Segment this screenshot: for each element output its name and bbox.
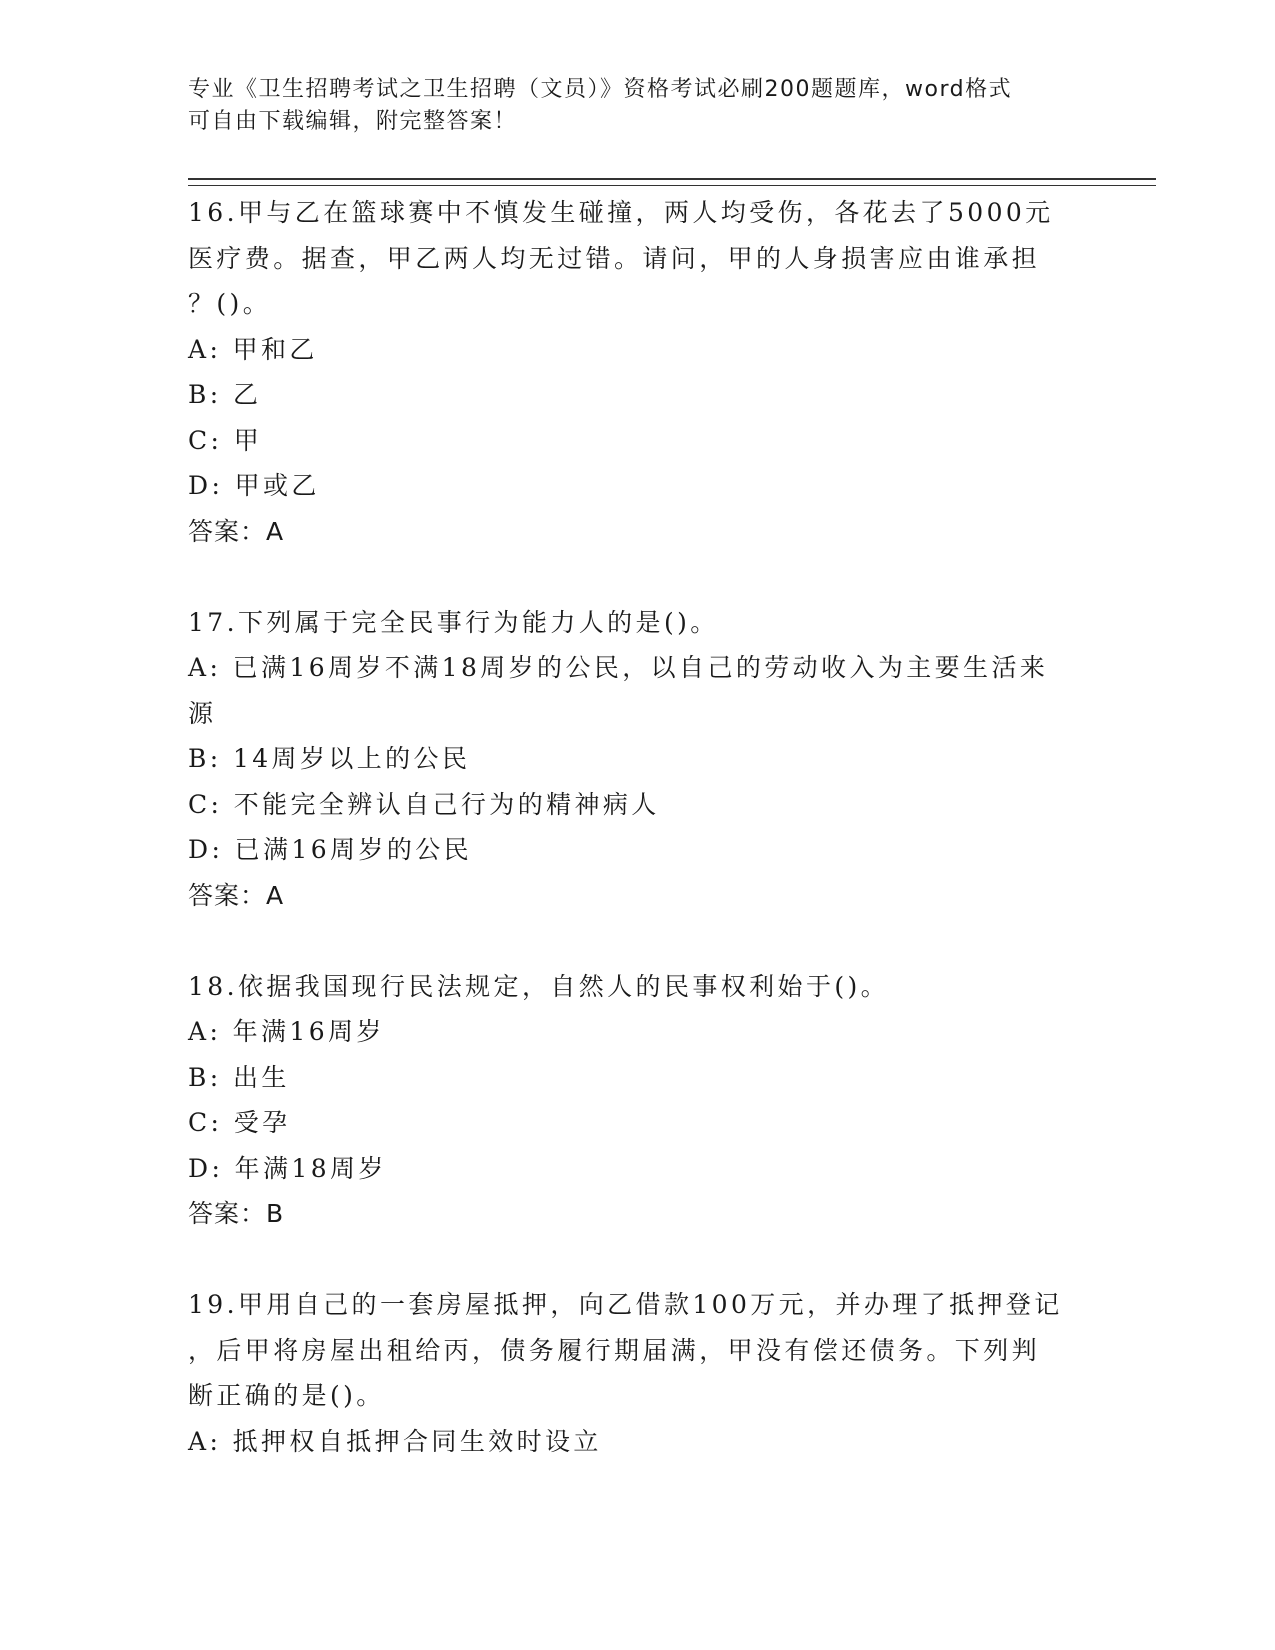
question-19 bbox=[188, 1282, 1088, 1464]
question-17 bbox=[188, 600, 1088, 919]
answer-line: 答案：B bbox=[188, 1199, 285, 1228]
question-16 bbox=[188, 190, 1088, 554]
option-d: D: 年满18周岁 bbox=[188, 1153, 387, 1183]
question-18 bbox=[188, 964, 1088, 1237]
question-gap bbox=[188, 1237, 1088, 1283]
option-b: B: 出生 bbox=[188, 1062, 290, 1092]
option-c: C: 甲 bbox=[188, 425, 263, 455]
document-header bbox=[188, 74, 1088, 138]
answer-line: 答案：A bbox=[188, 880, 285, 910]
question-stem: 断正确的是()。 bbox=[188, 1381, 385, 1410]
option-a: A: 年满16周岁 bbox=[188, 1017, 385, 1046]
option-b: B: 乙 bbox=[188, 380, 262, 409]
question-stem: ？()。 bbox=[188, 289, 272, 318]
question-stem: 医疗费。据查，甲乙两人均无过错。请问，甲的人身损害应由谁承担 bbox=[188, 243, 1041, 273]
option-a: A: 抵押权自抵押合同生效时设立 bbox=[188, 1426, 602, 1456]
header-title-line-1: 专业《卫生招聘考试之卫生招聘（文员）》资格考试必刷200题题库，word格式 bbox=[188, 77, 1013, 102]
header-divider bbox=[188, 178, 1156, 186]
question-stem: 16.甲与乙在篮球赛中不慎发生碰撞，两人均受伤，各花去了5000元 bbox=[188, 198, 1054, 227]
answer-line: 答案：A bbox=[188, 516, 285, 546]
question-stem: ，后甲将房屋出租给丙，债务履行期届满，甲没有偿还债务。下列判 bbox=[188, 1335, 1041, 1365]
question-gap bbox=[188, 918, 1088, 964]
header-title-line-2: 可自由下载编辑，附完整答案！ bbox=[188, 109, 518, 134]
question-gap bbox=[188, 554, 1088, 600]
option-c: C: 不能完全辨认自己行为的精神病人 bbox=[188, 789, 660, 819]
option-a: A: 甲和乙 bbox=[188, 334, 318, 364]
option-d: D: 甲或乙 bbox=[188, 471, 320, 500]
option-b: B: 14周岁以上的公民 bbox=[188, 744, 471, 773]
option-a-continued: 源 bbox=[188, 698, 217, 728]
question-stem: 17.下列属于完全民事行为能力人的是()。 bbox=[188, 607, 719, 637]
question-stem: 18.依据我国现行民法规定，自然人的民事权利始于()。 bbox=[188, 971, 890, 1001]
question-list bbox=[188, 190, 1088, 1464]
option-a: A: 已满16周岁不满18周岁的公民，以自己的劳动收入为主要生活来 bbox=[188, 653, 1049, 682]
question-stem: 19.甲用自己的一套房屋抵押，向乙借款100万元，并办理了抵押登记 bbox=[188, 1290, 1063, 1319]
option-d: D: 已满16周岁的公民 bbox=[188, 835, 473, 864]
option-c: C: 受孕 bbox=[188, 1108, 291, 1137]
